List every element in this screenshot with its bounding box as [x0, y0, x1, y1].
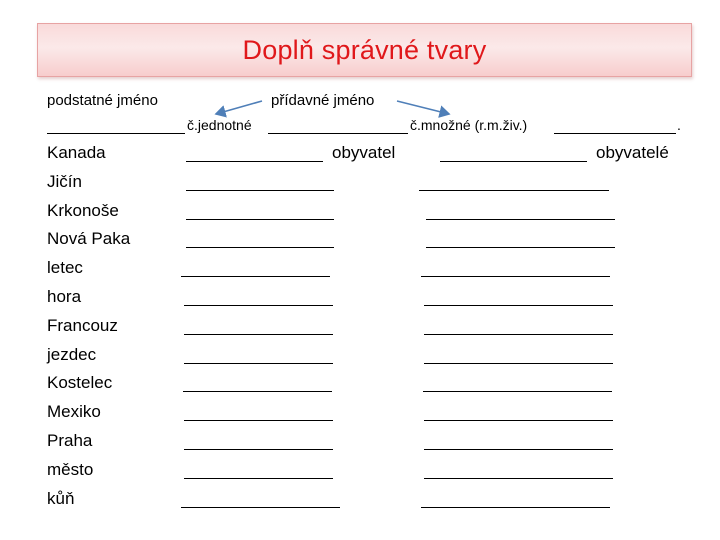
singular-answer-blank[interactable]	[184, 334, 333, 335]
row-noun: Kanada	[47, 143, 106, 162]
page-title: Doplň správné tvary	[242, 34, 487, 65]
singular-answer-blank[interactable]	[186, 247, 334, 248]
header-rule-left	[47, 133, 185, 134]
plural-answer-blank[interactable]	[426, 219, 615, 220]
singular-answer-blank[interactable]	[181, 276, 330, 277]
header-adjective: přídavné jméno	[271, 92, 375, 109]
singular-answer-blank[interactable]	[186, 219, 334, 220]
plural-answer-blank[interactable]	[423, 391, 612, 392]
row-noun: Nová Paka	[47, 229, 131, 248]
plural-answer-blank[interactable]	[424, 478, 613, 479]
row-noun: Jičín	[47, 172, 82, 191]
header-period: .	[677, 117, 681, 133]
plural-answer-blank[interactable]	[424, 449, 613, 450]
row-noun: Praha	[47, 431, 93, 450]
singular-answer-blank[interactable]	[184, 420, 333, 421]
row-noun: jezdec	[47, 345, 97, 364]
row-noun: letec	[47, 258, 83, 277]
arrow-to-plural-icon	[397, 101, 449, 114]
row-noun: město	[47, 460, 94, 479]
row-noun: Krkonoše	[47, 201, 119, 220]
singular-answer-blank[interactable]	[184, 305, 333, 306]
header-rule-right	[554, 133, 676, 134]
plural-answer-blank[interactable]	[424, 334, 613, 335]
row-noun: Mexiko	[47, 402, 101, 421]
example-singular-word: obyvatel	[332, 143, 396, 162]
plural-answer-blank[interactable]	[419, 190, 609, 191]
header-plural: č.množné (r.m.živ.)	[410, 117, 528, 133]
plural-answer-blank[interactable]	[421, 276, 610, 277]
row-noun: kůň	[47, 489, 75, 508]
header-noun: podstatné jméno	[47, 92, 158, 109]
header-singular: č.jednotné	[187, 117, 252, 133]
singular-answer-blank[interactable]	[181, 507, 340, 508]
plural-answer-blank[interactable]	[424, 305, 613, 306]
singular-answer-blank[interactable]	[184, 478, 333, 479]
singular-answer-blank[interactable]	[183, 391, 332, 392]
singular-answer-blank[interactable]	[184, 363, 333, 364]
arrow-to-singular-icon	[216, 101, 262, 114]
example-plural-word: obyvatelé	[596, 143, 669, 162]
row-noun: Kostelec	[47, 373, 113, 392]
singular-answer-blank[interactable]	[186, 161, 323, 162]
plural-answer-blank[interactable]	[440, 161, 587, 162]
singular-answer-blank[interactable]	[186, 190, 334, 191]
singular-answer-blank[interactable]	[184, 449, 333, 450]
row-noun: hora	[47, 287, 82, 306]
plural-answer-blank[interactable]	[421, 507, 610, 508]
row-noun: Francouz	[47, 316, 118, 335]
plural-answer-blank[interactable]	[424, 420, 613, 421]
plural-answer-blank[interactable]	[424, 363, 613, 364]
plural-answer-blank[interactable]	[426, 247, 615, 248]
header-rule-middle	[268, 133, 408, 134]
